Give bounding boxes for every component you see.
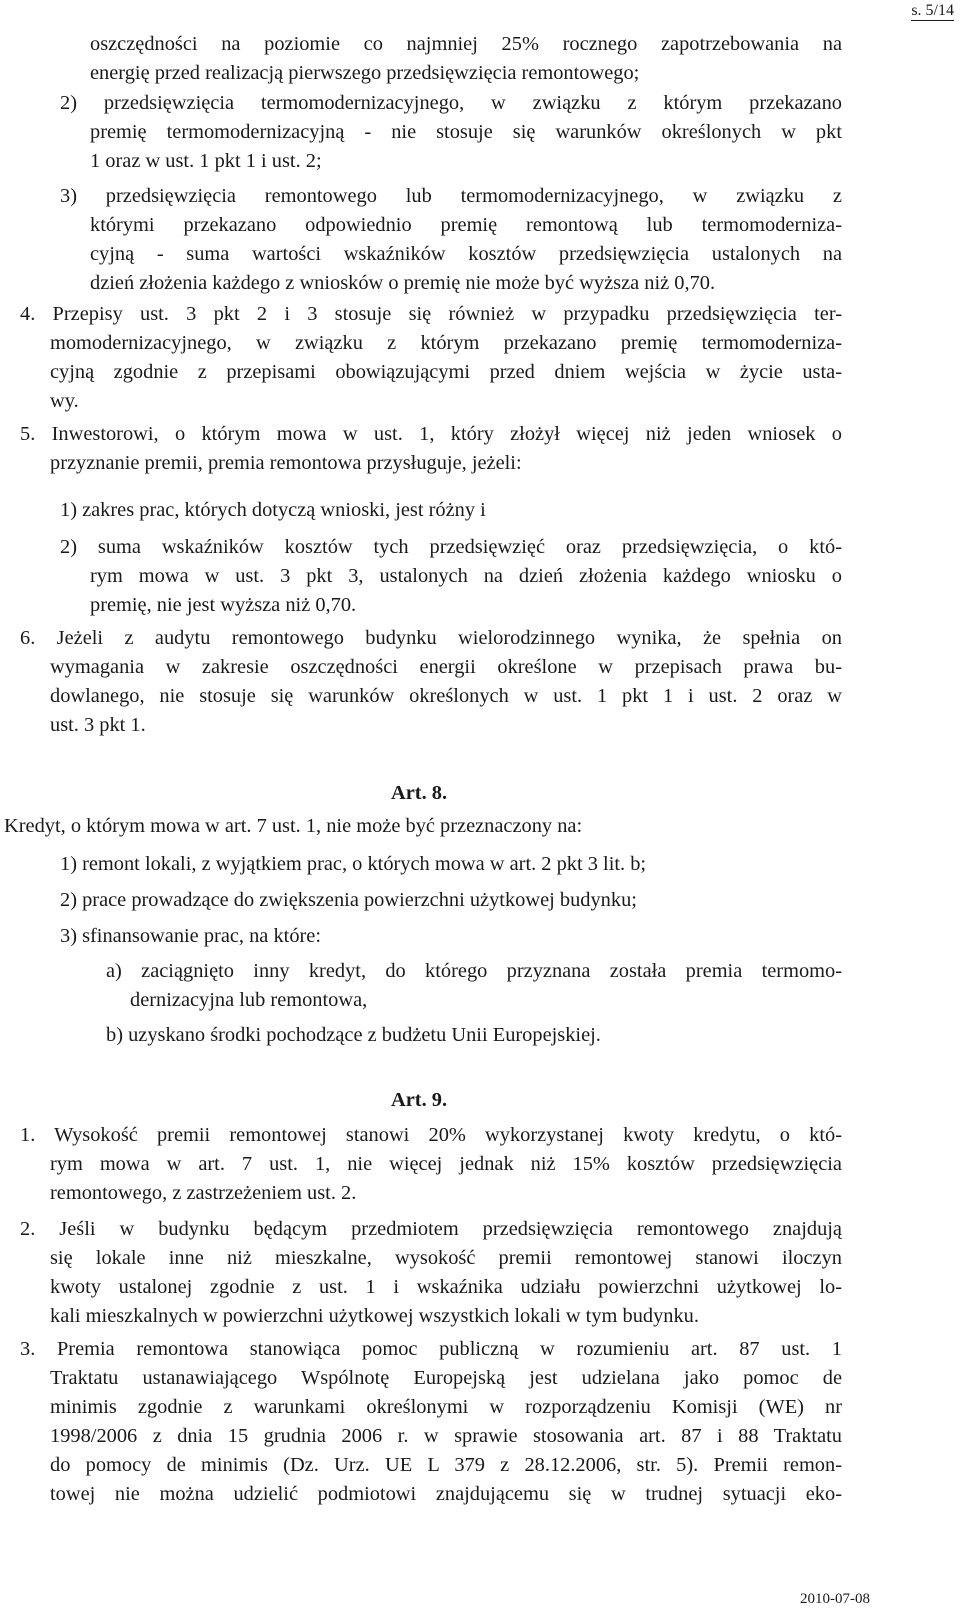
text-line: Kredyt, o którym mowa w art. 7 ust. 1, nie może być przeznaczony na: [4,815,583,837]
article-9-heading: Art. 9. [391,1089,448,1111]
text-line: do pomocy de minimis (Dz. Urz. UE L 379 z 28.12.2006, str. 5). Premii remon- [50,1454,842,1476]
text-line: którymi przekazano odpowiednio premię remontową lub termomoderniza- [90,214,842,236]
article-8-item-1 [60,850,842,879]
article-8-item-2 [60,886,842,915]
text-line: towej nie można udzielić podmiotowi znajdującemu się w trudnej sytuacji eko- [50,1483,842,1505]
text-line: rym mowa w ust. 3 pkt 3, ustalonych na dzień złożenia każdego wniosku o [90,565,842,587]
text-line: wy. [50,390,79,412]
text-line: 1998/2006 z dnia 15 grudnia 2006 r. w sprawie stosowania art. 87 i 88 Traktatu [50,1425,842,1447]
article-9-section-1 [20,1121,842,1208]
text-line: dowlanego, nie stosuje się warunków określonych w ust. 1 pkt 1 i ust. 2 oraz w [50,685,842,707]
text-line: się lokale inne niż mieszkalne, wysokość premii remontowej stanowi iloczyn [50,1247,842,1269]
text-line: momodernizacyjnego, w związku z którym przekazano premię termomoderniza- [50,332,842,354]
text-line: 1 oraz w ust. 1 pkt 1 i ust. 2; [90,150,322,172]
text-line: ust. 3 pkt 1. [50,714,146,736]
article-8-item-3a [106,957,842,1015]
text-line: 2. Jeśli w budynku będącym przedmiotem przedsięwzięcia remontowego znajdują [20,1218,842,1240]
text-line: a) zaciągnięto inny kredyt, do którego przyznana została premia termomo- [106,960,842,982]
text-line: dzień złożenia każdego z wniosków o premię nie może być wyższa niż 0,70. [90,272,716,294]
paragraph-continuation [90,30,842,88]
text-line: wymagania w zakresie oszczędności energii określone w przepisach prawa bu- [50,656,842,678]
text-line: rym mowa w art. 7 ust. 1, nie więcej jednak niż 15% kosztów przedsięwzięcia [50,1153,842,1175]
text-line: kali mieszkalnych w powierzchni użytkowej wszystkich lokali w tym budynku. [50,1305,699,1327]
text-line: oszczędności na poziomie co najmniej 25% rocznego zapotrzebowania na [90,33,842,55]
list-item-3 [60,182,842,298]
article-8-item-3b [106,1021,842,1050]
text-line: kwoty ustalonej zgodnie z ust. 1 i wskaźnika udziału powierzchni użytkowej lo- [50,1276,842,1298]
article-8-item-3 [60,922,842,951]
text-line: 5. Inwestorowi, o którym mowa w ust. 1, który złożył więcej niż jeden wniosek o [20,423,842,445]
text-line: 2) suma wskaźników kosztów tych przedsięwzięć oraz przedsięwzięcia, o któ- [60,536,842,558]
text-line: 3) sfinansowanie prac, na które: [60,925,322,947]
text-line: 3) przedsięwzięcia remontowego lub termomodernizacyjnego, w związku z [60,185,842,207]
section-6 [20,624,842,740]
text-line: 2) prace prowadzące do zwiększenia powierzchni użytkowej budynku; [60,889,637,911]
text-line: dernizacyjna lub remontowa, [130,989,368,1011]
section-5 [20,420,842,478]
text-line: przyznanie premii, premia remontowa przysługuje, jeżeli: [50,452,522,474]
page-number: s. 5/14 [911,2,954,19]
text-line: 1. Wysokość premii remontowej stanowi 20% wykorzystanej kwoty kredytu, o któ- [20,1124,842,1146]
section-5-item-1 [60,496,842,525]
text-line: premię termomodernizacyjną - nie stosuje się warunków określonych w pkt [90,121,842,143]
text-line: 1) zakres prac, których dotyczą wnioski, jest różny i [60,499,486,521]
article-8-heading: Art. 8. [391,782,448,804]
text-line: premię, nie jest wyższa niż 0,70. [90,594,357,616]
text-line: 2) przedsięwzięcia termomodernizacyjnego, w związku z którym przekazano [60,92,842,114]
article-9-section-3 [20,1335,842,1509]
document-date: 2010-07-08 [800,1591,870,1607]
text-line: 3. Premia remontowa stanowiąca pomoc publiczną w rozumieniu art. 87 ust. 1 [20,1338,842,1360]
text-line: minimis zgodnie z warunkami określonymi w rozporządzeniu Komisji (WE) nr [50,1396,842,1418]
text-line: 1) remont lokali, z wyjątkiem prac, o których mowa w art. 2 pkt 3 lit. b; [60,853,647,875]
article-9-section-2 [20,1215,842,1331]
text-line: b) uzyskano środki pochodzące z budżetu Unii Europejskiej. [106,1024,601,1046]
list-item-2 [60,89,842,176]
article-8-intro [4,812,842,841]
text-line: energię przed realizacją pierwszego przedsięwzięcia remontowego; [90,62,640,84]
text-line: Traktatu ustanawiającego Wspólnotę Europejską jest udzielana jako pomoc de [50,1367,842,1389]
text-line: cyjną - suma wartości wskaźników kosztów przedsięwzięcia ustalonych na [90,243,842,265]
text-line: cyjną zgodnie z przepisami obowiązującymi przed dniem wejścia w życie usta- [50,361,842,383]
text-line: 6. Jeżeli z audytu remontowego budynku wielorodzinnego wynika, że spełnia on [20,627,842,649]
section-4 [20,300,842,416]
text-line: 4. Przepisy ust. 3 pkt 2 i 3 stosuje się również w przypadku przedsięwzięcia ter- [20,303,842,325]
text-line: remontowego, z zastrzeżeniem ust. 2. [50,1182,357,1204]
section-5-item-2 [60,533,842,620]
